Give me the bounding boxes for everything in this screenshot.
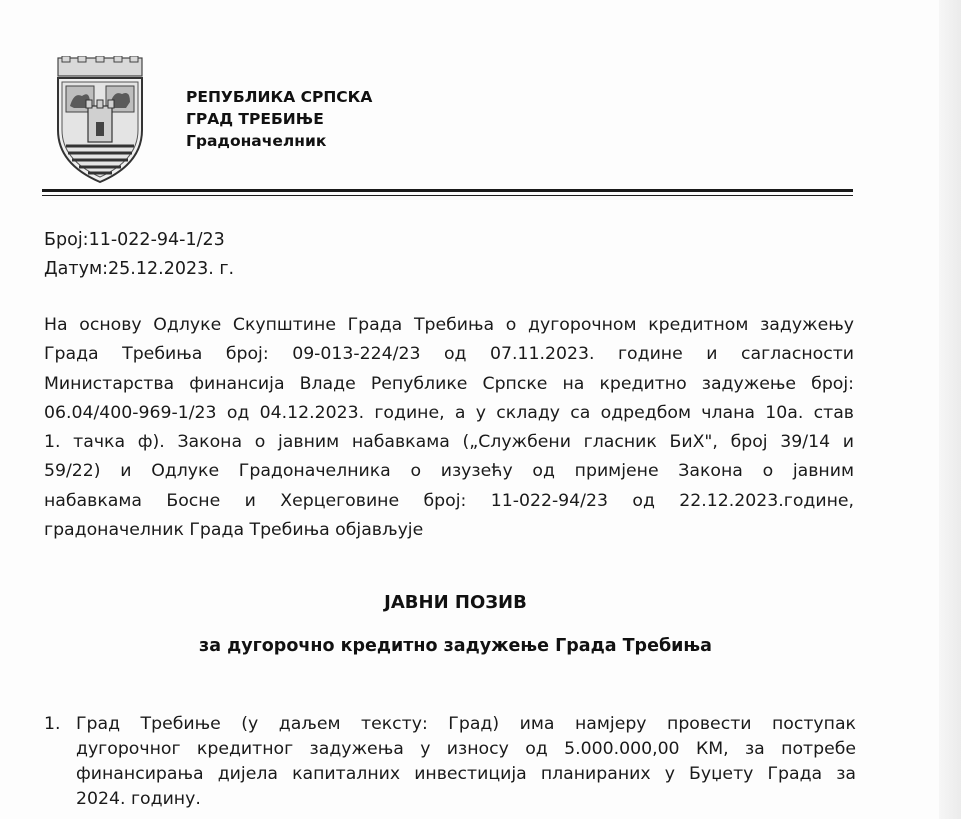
intro-line: набавкама Босне и Херцеговине број: 11-022-94/23 од 22.12.2023.године,: [44, 490, 854, 511]
document-subtitle: за дугорочно кредитно задужење Града Требиња: [199, 636, 712, 656]
list-item-number: 1.: [44, 714, 61, 734]
letterhead-republic: РЕПУБЛИКА СРПСКА: [186, 88, 373, 106]
list-item-text: [76, 712, 856, 812]
document-title: ЈАВНИ ПОЗИВ: [384, 592, 527, 613]
intro-line: 06.04/400-969-1/23 од 04.12.2023. године, а у складу са одредбом члана 10а. став: [44, 402, 854, 423]
document-meta: [44, 226, 234, 284]
list-item-line: Град Требиње (у даљем тексту: Град) има намјеру провести поступак: [76, 714, 856, 734]
header-divider-thin: [42, 195, 853, 196]
list-item-line: финансирања дијела капиталних инвестиција планираних у Буџету Града за: [76, 764, 856, 784]
intro-paragraph: [44, 311, 854, 545]
document-date: Датум:25.12.2023. г.: [44, 259, 235, 279]
intro-line: Града Требиња број: 09-013-224/23 од 07.11.2023. године и сагласности: [44, 344, 854, 365]
intro-line: градоначелник Града Требиња објављује: [44, 520, 424, 541]
letterhead-office: Градоначелник: [186, 132, 327, 150]
intro-line: 59/22) и Одлуке Градоначелника о изузећу од примјене Закона о јавним: [44, 461, 854, 482]
coat-of-arms-emblem: [52, 56, 148, 184]
list-item-line: дугорочног кредитног задужења у износу од 5.000.000,00 КМ, за потребе: [76, 739, 856, 759]
document-number: Број:11-022-94-1/23: [44, 230, 225, 250]
intro-line: Министарства финансија Владе Републике Српске на кредитно задужење број:: [44, 373, 854, 394]
list-item-line: 2024. годину.: [76, 789, 201, 809]
letterhead-city: ГРАД ТРЕБИЊЕ: [186, 110, 324, 128]
intro-line: На основу Одлуке Скупштине Града Требиња о дугорочном кредитном задужењу: [44, 315, 854, 335]
header-divider-thick: [42, 189, 853, 192]
scan-edge: [939, 0, 961, 819]
intro-line: 1. тачка ф). Закона о јавним набавкама („Службени гласник БиХ", број 39/14 и: [44, 432, 854, 453]
letterhead: [186, 86, 372, 152]
